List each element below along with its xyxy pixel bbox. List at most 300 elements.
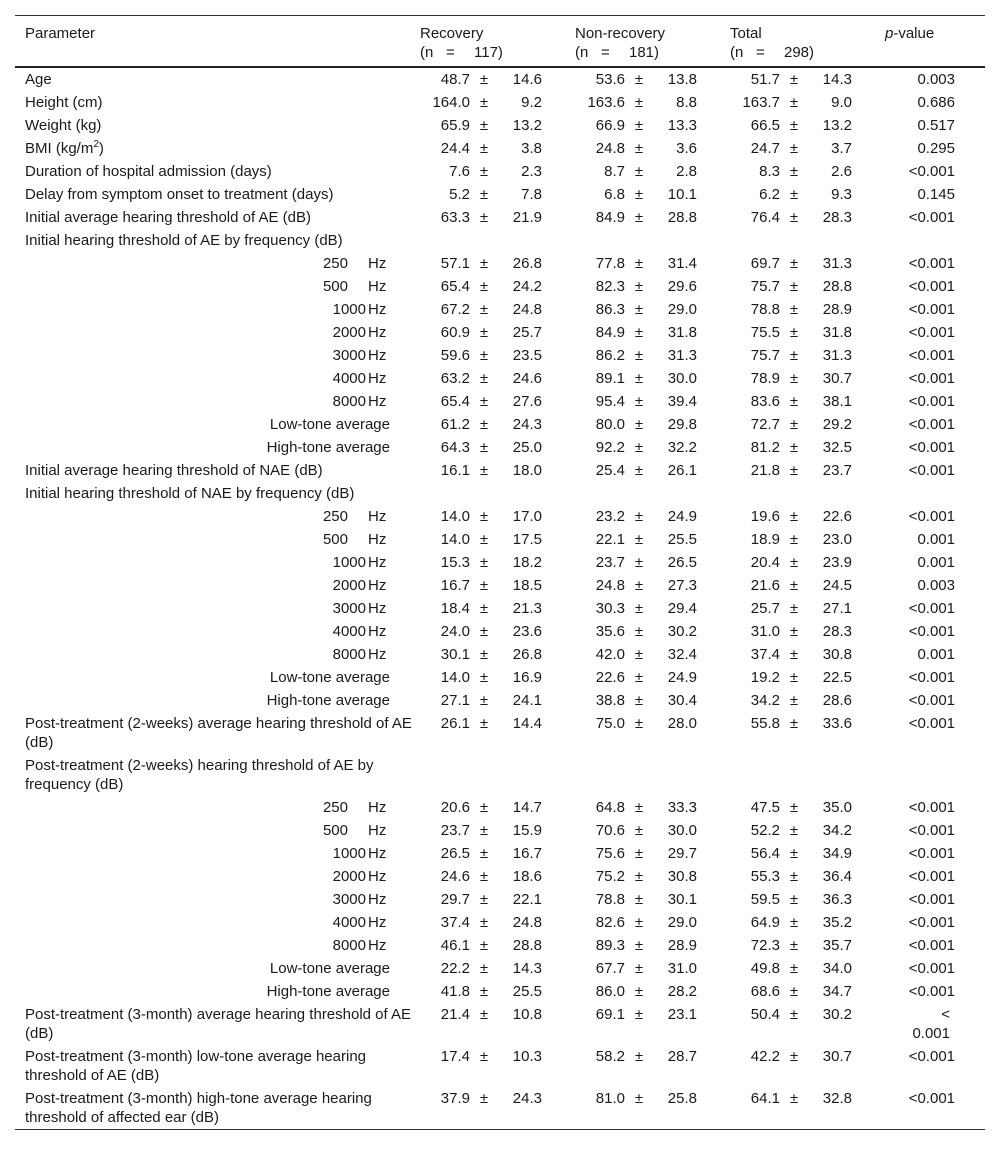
- frequency-value: 500: [322, 531, 348, 548]
- frequency-unit: Hz: [368, 623, 387, 640]
- header-parameter: [15, 16, 420, 68]
- mean-value: 65.4: [440, 278, 470, 295]
- cell-non-recovery: [575, 459, 730, 482]
- plus-minus-sign: ±: [634, 868, 644, 885]
- sd-value: 30.0: [667, 822, 697, 839]
- mean-value: 46.1: [440, 937, 470, 954]
- parameter-label: Initial average hearing threshold of NAE (dB): [25, 462, 323, 479]
- sd-value: 22.5: [822, 669, 852, 686]
- cell-parameter: [15, 796, 420, 819]
- frequency-unit: Hz: [368, 370, 387, 387]
- p-value: <0.001: [908, 868, 955, 885]
- cell-p-value: [885, 754, 985, 796]
- mean-value: 31.0: [750, 623, 780, 640]
- table-row: [15, 91, 985, 114]
- cell-recovery: [420, 689, 575, 712]
- sd-value: 25.7: [512, 324, 542, 341]
- plus-minus-sign: ±: [479, 439, 489, 456]
- p-value: <0.001: [908, 324, 955, 341]
- sd-value: 28.9: [822, 301, 852, 318]
- sd-value: 18.6: [512, 868, 542, 885]
- p-value: 0.003: [917, 577, 955, 594]
- sd-value: 24.9: [667, 508, 697, 525]
- plus-minus-sign: ±: [789, 393, 799, 410]
- cell-parameter: [15, 957, 420, 980]
- cell-p-value: [885, 413, 985, 436]
- cell-parameter: [15, 934, 420, 957]
- cell-recovery: [420, 754, 575, 796]
- cell-non-recovery: [575, 712, 730, 754]
- sd-value: 23.5: [512, 347, 542, 364]
- header-n-value: 298): [784, 44, 815, 61]
- cell-total: [730, 367, 885, 390]
- header-total: [730, 16, 885, 68]
- plus-minus-sign: ±: [634, 623, 644, 640]
- sd-value: 14.4: [512, 715, 542, 732]
- mean-value: 14.0: [440, 531, 470, 548]
- mean-value: 67.2: [440, 301, 470, 318]
- mean-value: 64.1: [750, 1090, 780, 1107]
- cell-non-recovery: [575, 551, 730, 574]
- plus-minus-sign: ±: [634, 301, 644, 318]
- plus-minus-sign: ±: [479, 914, 489, 931]
- header-n-label: (n: [730, 44, 744, 61]
- parameter-label: Delay from symptom onset to treatment (days): [25, 186, 334, 203]
- mean-value: 72.7: [750, 416, 780, 433]
- cell-total: [730, 91, 885, 114]
- mean-value: 67.7: [595, 960, 625, 977]
- frequency-value: 1000: [332, 554, 366, 571]
- frequency-unit: Hz: [368, 845, 387, 862]
- plus-minus-sign: ±: [479, 370, 489, 387]
- plus-minus-sign: ±: [789, 94, 799, 111]
- cell-recovery: [420, 206, 575, 229]
- mean-value: 16.7: [440, 577, 470, 594]
- mean-value: 19.6: [750, 508, 780, 525]
- sd-value: 23.1: [667, 1006, 697, 1023]
- mean-value: 21.8: [750, 462, 780, 479]
- cell-total: [730, 712, 885, 754]
- mean-value: 164.0: [432, 94, 470, 111]
- plus-minus-sign: ±: [479, 799, 489, 816]
- p-value: <0.001: [908, 439, 955, 456]
- plus-minus-sign: ±: [479, 140, 489, 157]
- plus-minus-sign: ±: [634, 1006, 644, 1023]
- sd-value: 30.4: [667, 692, 697, 709]
- sd-value: 13.3: [667, 117, 697, 134]
- sd-value: 23.6: [512, 623, 542, 640]
- p-value: <0.001: [908, 370, 955, 387]
- sd-value: 24.5: [822, 577, 852, 594]
- mean-value: 75.6: [595, 845, 625, 862]
- cell-recovery: [420, 888, 575, 911]
- plus-minus-sign: ±: [479, 577, 489, 594]
- p-value: <0.001: [908, 891, 955, 908]
- cell-total: [730, 842, 885, 865]
- mean-value: 26.5: [440, 845, 470, 862]
- cell-p-value: [885, 957, 985, 980]
- plus-minus-sign: ±: [789, 186, 799, 203]
- plus-minus-sign: ±: [789, 531, 799, 548]
- sd-value: 29.2: [822, 416, 852, 433]
- plus-minus-sign: ±: [789, 439, 799, 456]
- cell-parameter: [15, 413, 420, 436]
- cell-total: [730, 1045, 885, 1087]
- table-row: [15, 1087, 985, 1130]
- header-n-eq: =: [446, 44, 455, 61]
- mean-value: 37.4: [750, 646, 780, 663]
- p-value: <0.001: [908, 845, 955, 862]
- cell-total: [730, 229, 885, 252]
- plus-minus-sign: ±: [789, 1006, 799, 1023]
- p-value: <0.001: [908, 692, 955, 709]
- cell-parameter: [15, 183, 420, 206]
- mean-value: 69.7: [750, 255, 780, 272]
- mean-value: 51.7: [750, 71, 780, 88]
- frequency-unit: Hz: [368, 508, 387, 525]
- plus-minus-sign: ±: [479, 508, 489, 525]
- cell-non-recovery: [575, 666, 730, 689]
- plus-minus-sign: ±: [634, 324, 644, 341]
- plus-minus-sign: ±: [634, 370, 644, 387]
- cell-non-recovery: [575, 597, 730, 620]
- cell-total: [730, 689, 885, 712]
- cell-p-value: [885, 819, 985, 842]
- cell-p-value: [885, 160, 985, 183]
- sd-value: 31.8: [822, 324, 852, 341]
- p-value: <0.001: [908, 508, 955, 525]
- plus-minus-sign: ±: [479, 462, 489, 479]
- cell-parameter: [15, 436, 420, 459]
- cell-p-value: [885, 865, 985, 888]
- cell-non-recovery: [575, 137, 730, 160]
- cell-non-recovery: [575, 643, 730, 666]
- cell-non-recovery: [575, 344, 730, 367]
- p-value: <0.001: [908, 393, 955, 410]
- sd-value: 23.7: [822, 462, 852, 479]
- sd-value: 35.2: [822, 914, 852, 931]
- p-value: <0.001: [908, 163, 955, 180]
- plus-minus-sign: ±: [634, 71, 644, 88]
- cell-p-value: [885, 842, 985, 865]
- mean-value: 8.7: [604, 163, 625, 180]
- plus-minus-sign: ±: [789, 868, 799, 885]
- plus-minus-sign: ±: [789, 1090, 799, 1107]
- sd-value: 3.6: [676, 140, 697, 157]
- cell-p-value: [885, 666, 985, 689]
- sd-value: 3.7: [831, 140, 852, 157]
- table-row: [15, 911, 985, 934]
- plus-minus-sign: ±: [634, 186, 644, 203]
- sd-value: 28.9: [667, 937, 697, 954]
- p-value: <0.001: [908, 669, 955, 686]
- mean-value: 64.3: [440, 439, 470, 456]
- cell-parameter: [15, 643, 420, 666]
- parameter-superscript: 2: [93, 139, 99, 150]
- cell-p-value: [885, 888, 985, 911]
- p-value: 0.001: [917, 554, 955, 571]
- plus-minus-sign: ±: [789, 1048, 799, 1065]
- p-value: <0.001: [908, 822, 955, 839]
- sd-value: 34.7: [822, 983, 852, 1000]
- frequency-unit: Hz: [368, 600, 387, 617]
- mean-value: 56.4: [750, 845, 780, 862]
- cell-non-recovery: [575, 252, 730, 275]
- cell-non-recovery: [575, 574, 730, 597]
- cell-non-recovery: [575, 957, 730, 980]
- frequency-value: 250: [322, 255, 348, 272]
- mean-value: 64.8: [595, 799, 625, 816]
- plus-minus-sign: ±: [479, 646, 489, 663]
- header-non-recovery: [575, 16, 730, 68]
- plus-minus-sign: ±: [479, 960, 489, 977]
- mean-value: 25.4: [595, 462, 625, 479]
- cell-parameter: [15, 67, 420, 91]
- cell-parameter: [15, 689, 420, 712]
- mean-value: 63.3: [440, 209, 470, 226]
- cell-non-recovery: [575, 390, 730, 413]
- sd-value: 27.3: [667, 577, 697, 594]
- sd-value: 28.3: [822, 623, 852, 640]
- cell-p-value: [885, 911, 985, 934]
- mean-value: 20.4: [750, 554, 780, 571]
- plus-minus-sign: ±: [789, 914, 799, 931]
- sd-value: 34.9: [822, 845, 852, 862]
- cell-total: [730, 390, 885, 413]
- cell-p-value: [885, 689, 985, 712]
- table-row: [15, 888, 985, 911]
- sd-value: 9.2: [521, 94, 542, 111]
- plus-minus-sign: ±: [479, 600, 489, 617]
- cell-non-recovery: [575, 114, 730, 137]
- cell-total: [730, 67, 885, 91]
- p-value: 0.295: [917, 140, 955, 157]
- cell-recovery: [420, 137, 575, 160]
- mean-value: 23.2: [595, 508, 625, 525]
- header-group-name: Recovery: [420, 25, 484, 42]
- plus-minus-sign: ±: [789, 117, 799, 134]
- frequency-unit: Hz: [368, 393, 387, 410]
- plus-minus-sign: ±: [789, 799, 799, 816]
- mean-value: 24.8: [595, 140, 625, 157]
- cell-p-value: [885, 597, 985, 620]
- cell-recovery: [420, 666, 575, 689]
- sd-value: 29.0: [667, 301, 697, 318]
- mean-value: 86.0: [595, 983, 625, 1000]
- table-row: [15, 551, 985, 574]
- cell-recovery: [420, 796, 575, 819]
- frequency-value: 2000: [332, 324, 366, 341]
- cell-recovery: [420, 1045, 575, 1087]
- sd-value: 17.0: [512, 508, 542, 525]
- tone-average-label: High-tone average: [266, 439, 390, 456]
- cell-total: [730, 137, 885, 160]
- table-row: [15, 206, 985, 229]
- mean-value: 6.8: [604, 186, 625, 203]
- cell-non-recovery: [575, 298, 730, 321]
- cell-parameter: [15, 1045, 420, 1087]
- table-row: [15, 344, 985, 367]
- parameter-label: Duration of hospital admission (days): [25, 163, 272, 180]
- cell-p-value: [885, 275, 985, 298]
- cell-parameter: [15, 911, 420, 934]
- sd-value: 31.3: [667, 347, 697, 364]
- cell-total: [730, 597, 885, 620]
- plus-minus-sign: ±: [634, 914, 644, 931]
- cell-total: [730, 574, 885, 597]
- table-row: [15, 160, 985, 183]
- parameter-label: Initial hearing threshold of NAE by frequency (dB): [25, 485, 355, 502]
- plus-minus-sign: ±: [789, 983, 799, 1000]
- parameter-label: Age: [25, 71, 52, 88]
- cell-p-value: [885, 796, 985, 819]
- sd-value: 22.1: [512, 891, 542, 908]
- tone-average-label: High-tone average: [266, 983, 390, 1000]
- mean-value: 24.7: [750, 140, 780, 157]
- sd-value: 18.2: [512, 554, 542, 571]
- plus-minus-sign: ±: [634, 669, 644, 686]
- plus-minus-sign: ±: [789, 140, 799, 157]
- cell-total: [730, 344, 885, 367]
- table-row: [15, 252, 985, 275]
- cell-recovery: [420, 643, 575, 666]
- sd-value: 14.3: [512, 960, 542, 977]
- header-group-name: Total: [730, 25, 762, 42]
- mean-value: 20.6: [440, 799, 470, 816]
- plus-minus-sign: ±: [479, 209, 489, 226]
- mean-value: 163.6: [587, 94, 625, 111]
- plus-minus-sign: ±: [789, 71, 799, 88]
- plus-minus-sign: ±: [634, 531, 644, 548]
- plus-minus-sign: ±: [479, 692, 489, 709]
- plus-minus-sign: ±: [634, 163, 644, 180]
- cell-parameter: [15, 1003, 420, 1045]
- plus-minus-sign: ±: [634, 508, 644, 525]
- plus-minus-sign: ±: [789, 416, 799, 433]
- cell-total: [730, 643, 885, 666]
- cell-p-value: [885, 390, 985, 413]
- cell-parameter: [15, 275, 420, 298]
- table-row: [15, 505, 985, 528]
- cell-p-value: [885, 206, 985, 229]
- sd-value: 32.4: [667, 646, 697, 663]
- p-value: <0.001: [908, 255, 955, 272]
- cell-total: [730, 505, 885, 528]
- sd-value: 2.6: [831, 163, 852, 180]
- table-row: [15, 620, 985, 643]
- mean-value: 15.3: [440, 554, 470, 571]
- frequency-value: 8000: [332, 393, 366, 410]
- cell-recovery: [420, 865, 575, 888]
- sd-value: 30.7: [822, 1048, 852, 1065]
- mean-value: 89.3: [595, 937, 625, 954]
- table-row: [15, 666, 985, 689]
- p-value: 0.517: [917, 117, 955, 134]
- plus-minus-sign: ±: [479, 623, 489, 640]
- sd-value: 18.0: [512, 462, 542, 479]
- p-value: <0.001: [908, 914, 955, 931]
- cell-non-recovery: [575, 689, 730, 712]
- cell-p-value: [885, 505, 985, 528]
- cell-total: [730, 1003, 885, 1045]
- sd-value: 23.0: [822, 531, 852, 548]
- sd-value: 32.8: [822, 1090, 852, 1107]
- cell-non-recovery: [575, 367, 730, 390]
- table-row: [15, 796, 985, 819]
- plus-minus-sign: ±: [634, 600, 644, 617]
- cell-p-value: [885, 934, 985, 957]
- mean-value: 58.2: [595, 1048, 625, 1065]
- cell-recovery: [420, 1087, 575, 1130]
- plus-minus-sign: ±: [634, 255, 644, 272]
- header-p-value: [885, 16, 985, 68]
- sd-value: 29.6: [667, 278, 697, 295]
- sd-value: 38.1: [822, 393, 852, 410]
- sd-value: 34.2: [822, 822, 852, 839]
- frequency-value: 3000: [332, 600, 366, 617]
- mean-value: 82.3: [595, 278, 625, 295]
- plus-minus-sign: ±: [789, 209, 799, 226]
- cell-parameter: [15, 551, 420, 574]
- sd-value: 7.8: [521, 186, 542, 203]
- cell-non-recovery: [575, 934, 730, 957]
- header-n-eq: =: [756, 44, 765, 61]
- mean-value: 59.5: [750, 891, 780, 908]
- table-row: [15, 528, 985, 551]
- mean-value: 95.4: [595, 393, 625, 410]
- frequency-unit: Hz: [368, 914, 387, 931]
- cell-total: [730, 796, 885, 819]
- sd-value: 29.8: [667, 416, 697, 433]
- sd-value: 26.5: [667, 554, 697, 571]
- sd-value: 31.0: [667, 960, 697, 977]
- plus-minus-sign: ±: [634, 822, 644, 839]
- sd-value: 33.6: [822, 715, 852, 732]
- p-value: 0.001: [912, 1025, 950, 1042]
- plus-minus-sign: ±: [634, 439, 644, 456]
- cell-parameter: [15, 390, 420, 413]
- parameter-label: Post-treatment (3-month) high-tone average hearing threshold of affected ear (dB): [25, 1090, 372, 1126]
- mean-value: 5.2: [449, 186, 470, 203]
- cell-recovery: [420, 275, 575, 298]
- sd-value: 34.0: [822, 960, 852, 977]
- cell-recovery: [420, 91, 575, 114]
- plus-minus-sign: ±: [634, 462, 644, 479]
- cell-recovery: [420, 1003, 575, 1045]
- sd-value: 25.8: [667, 1090, 697, 1107]
- sd-value: 25.0: [512, 439, 542, 456]
- tone-average-label: Low-tone average: [269, 960, 390, 977]
- mean-value: 22.6: [595, 669, 625, 686]
- tone-average-label: Low-tone average: [269, 416, 390, 433]
- mean-value: 35.6: [595, 623, 625, 640]
- frequency-unit: Hz: [368, 646, 387, 663]
- parameter-label: Initial hearing threshold of AE by frequency (dB): [25, 232, 343, 249]
- table-row: [15, 597, 985, 620]
- cell-parameter: [15, 252, 420, 275]
- table-row: [15, 1003, 985, 1045]
- header-row: [15, 16, 985, 68]
- mean-value: 86.2: [595, 347, 625, 364]
- cell-total: [730, 819, 885, 842]
- p-value: 0.145: [917, 186, 955, 203]
- tone-average-label: High-tone average: [266, 692, 390, 709]
- cell-p-value: [885, 114, 985, 137]
- mean-value: 83.6: [750, 393, 780, 410]
- cell-recovery: [420, 229, 575, 252]
- plus-minus-sign: ±: [789, 600, 799, 617]
- p-value: <0.001: [908, 347, 955, 364]
